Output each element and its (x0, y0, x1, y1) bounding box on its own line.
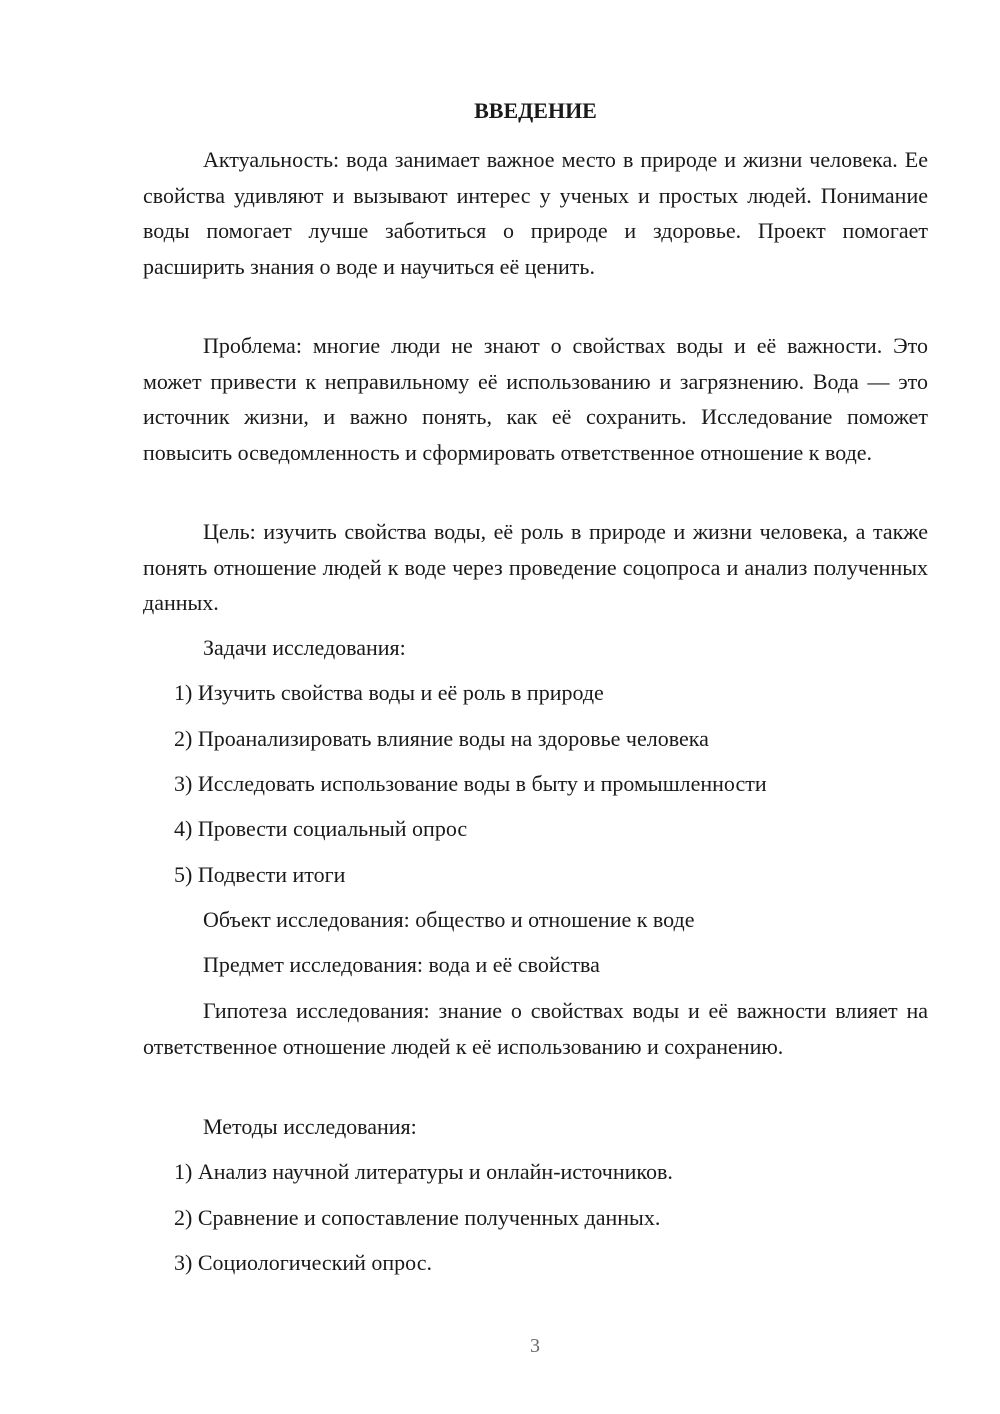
hypothesis-paragraph: Гипотеза исследования: знание о свойствах воды и её важности влияет на ответственное отношение людей к её использованию и сохранению. (143, 998, 928, 1059)
methods-title: Методы исследования: (203, 1114, 417, 1139)
object-line: Объект исследования: общество и отношение к воде (203, 907, 695, 932)
list-item: 5) Подвести итоги (174, 862, 346, 887)
list-item: 1) Анализ научной литературы и онлайн-источников. (174, 1159, 673, 1184)
page-title: ВВЕДЕНИЕ (474, 98, 597, 123)
list-item: 1) Изучить свойства воды и её роль в природе (174, 680, 604, 705)
list-item: 2) Проанализировать влияние воды на здоровье человека (174, 726, 709, 751)
goal-paragraph: Цель: изучить свойства воды, её роль в природе и жизни человека, а также понять отношение людей к воде через проведение соцопроса и анализ полученных данных. (143, 519, 928, 615)
page-number: 3 (530, 1335, 540, 1357)
tasks-title: Задачи исследования: (203, 635, 406, 660)
relevance-paragraph: Актуальность: вода занимает важное место в природе и жизни человека. Ее свойства удивляют и вызывают интерес у ученых и простых людей. Понимание воды помогает лучше заботиться о природе и здоровье. Проект помогает расширить знания о воде и научиться её ценить. (143, 147, 928, 279)
list-item: 3) Исследовать использование воды в быту и промышленности (174, 771, 767, 796)
subject-line: Предмет исследования: вода и её свойства (203, 952, 600, 977)
list-item: 3) Социологический опрос. (174, 1250, 432, 1275)
problem-paragraph: Проблема: многие люди не знают о свойствах воды и её важности. Это может привести к неправильному её использованию и загрязнению. Вода — это источник жизни, и важно понять, как её сохранить. Исследование поможет повысить осведомленность и сформировать ответственное отношение к воде. (143, 333, 928, 465)
list-item: 4) Провести социальный опрос (174, 816, 468, 841)
list-item: 2) Сравнение и сопоставление полученных данных. (174, 1205, 661, 1230)
